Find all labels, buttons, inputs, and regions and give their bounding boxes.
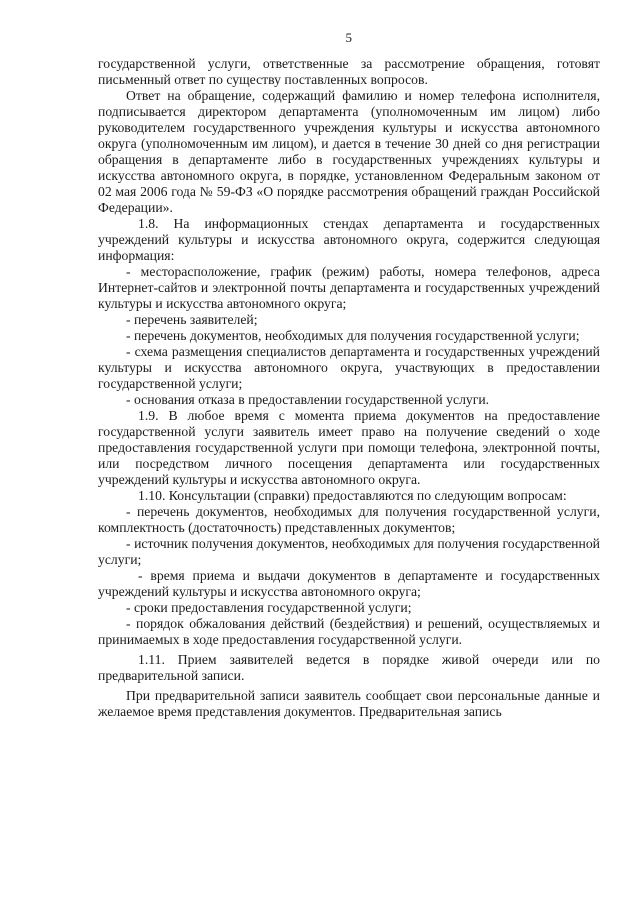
paragraph: - месторасположение, график (режим) работы, номера телефонов, адреса Интернет-сайтов и электронной почты департамента и государственных учреждений культуры и искусства автономного округа; (98, 264, 600, 311)
paragraph: Ответ на обращение, содержащий фамилию и номер телефона исполнителя, подписывается директором департамента (уполномоченным им лицом) либо руководителем государственного учреждения культуры и искусства автономного округа (уполномоченным им лицом), и дается в течение 30 дней со дня регистрации обращения в департаменте либо в государственных учреждениях культуры и искусства автономного округа, в порядке, установленном Федеральным законом от 02 мая 2006 года № 59-ФЗ «О порядке рассмотрения обращений граждан Российской Федерации». (98, 88, 600, 215)
paragraph: государственной услуги, ответственные за рассмотрение обращения, готовят письменный ответ по существу поставленных вопросов. (98, 56, 600, 87)
document-body (98, 56, 600, 720)
paragraph: - время приема и выдачи документов в департаменте и государственных учреждений культуры и искусства автономного округа; (98, 568, 600, 599)
paragraph: 1.8. На информационных стендах департамента и государственных учреждений культуры и искусства автономного округа, содержится следующая информация: (98, 216, 600, 263)
paragraph: - основания отказа в предоставлении государственной услуги. (126, 392, 490, 407)
paragraph: 1.11. Прием заявителей ведется в порядке живой очереди или по предварительной записи. (98, 652, 600, 683)
paragraph: - сроки предоставления государственной услуги; (126, 600, 412, 615)
paragraph: 1.10. Консультации (справки) предоставляются по следующим вопросам: (138, 488, 567, 503)
paragraph: При предварительной записи заявитель сообщает свои персональные данные и желаемое время представления документов. Предварительная запись (98, 688, 600, 719)
page-number: 5 (345, 30, 353, 45)
paragraph: - схема размещения специалистов департамента и государственных учреждений культуры и искусства автономного округа, участвующих в предоставлении государственной услуги; (98, 344, 600, 391)
paragraph: - перечень документов, необходимых для получения государственной услуги, комплектность (достаточность) представленных документов; (98, 504, 600, 535)
paragraph: 1.9. В любое время с момента приема документов на предоставление государственной услуги заявитель имеет право на получение сведений о ходе предоставления государственной услуги при помощи телефона, электронной почты, или посредством личного посещения департамента или государственных учреждений культуры и искусства автономного округа. (98, 408, 600, 487)
paragraph: - перечень заявителей; (126, 312, 258, 327)
paragraph: - перечень документов, необходимых для получения государственной услуги; (126, 328, 580, 343)
paragraph: - источник получения документов, необходимых для получения государственной услуги; (98, 536, 600, 567)
paragraph: - порядок обжалования действий (бездействия) и решений, осуществляемых и принимаемых в ходе предоставления государственной услуги. (98, 616, 600, 647)
